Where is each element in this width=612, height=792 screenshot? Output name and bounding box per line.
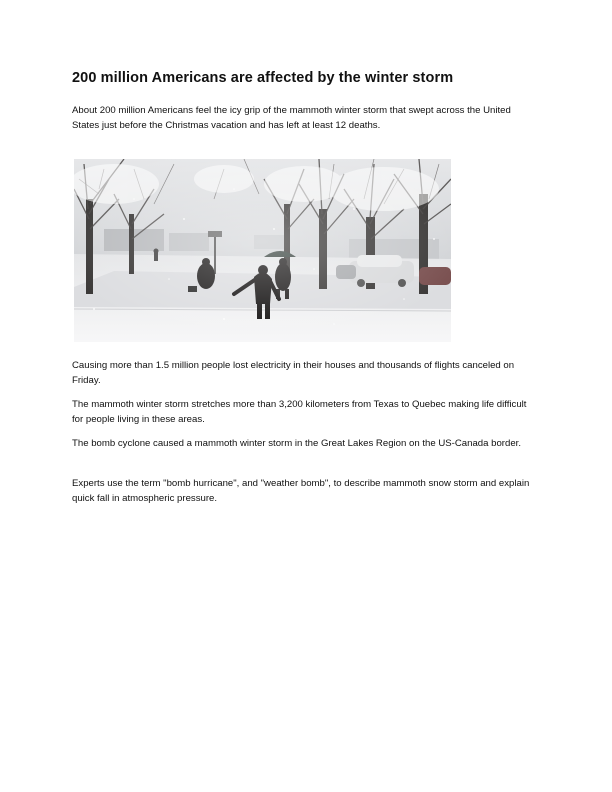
snowstorm-photo: [74, 159, 451, 342]
body-paragraph-2: The mammoth winter storm stretches more than 3,200 kilometers from Texas to Quebec making life difficult for people living in these areas.: [72, 399, 527, 425]
body-paragraph-4: Experts use the term "bomb hurricane", and "weather bomb", to describe mammoth snow storm and explain quick fall in atmospheric pressure.: [72, 478, 530, 504]
article-title: 200 million Americans are affected by the winter storm: [72, 70, 454, 86]
body-paragraph-3: The bomb cyclone caused a mammoth winter storm in the Great Lakes Region on the US-Canada border.: [72, 438, 522, 449]
body-paragraph-1: Causing more than 1.5 million people lost electricity in their houses and thousands of flights canceled on Friday.: [72, 360, 515, 386]
intro-paragraph: About 200 million Americans feel the icy grip of the mammoth winter storm that swept across the United States just before the Christmas vacation and has left at least 12 deaths.: [72, 105, 511, 131]
